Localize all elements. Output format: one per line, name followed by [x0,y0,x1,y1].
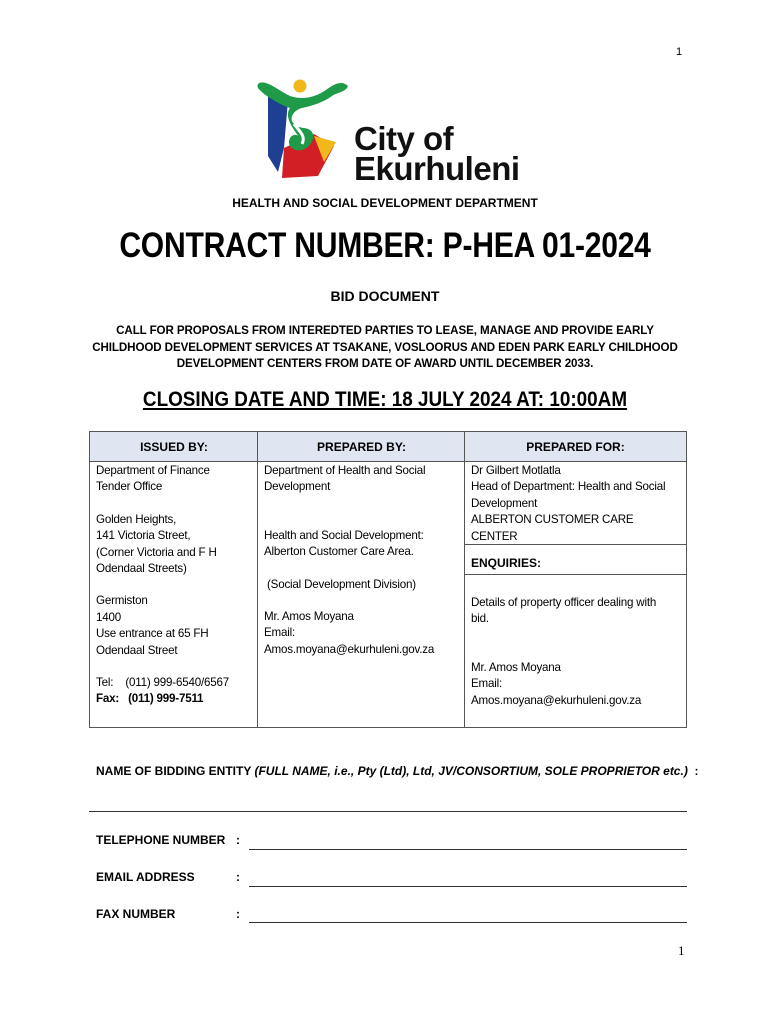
email-colon: : [236,870,240,884]
bidding-entity-colon: : [687,764,699,778]
prepared-for-line: Dr Gilbert Motlatla [471,464,561,477]
table-divider [464,432,465,727]
prepared-by-line: Department of Health and Social [264,464,426,477]
header-issued-by: ISSUED BY: [90,432,258,462]
issued-by-line: Germiston [96,594,148,608]
bidding-entity-label [96,764,698,778]
page-number-bottom: 1 [678,943,685,958]
call-for-proposals-text [90,323,680,373]
prepared-for-line: Head of Department: Health and Social [471,480,666,494]
call-line: CALL FOR PROPOSALS FROM INTEREDTED PARTIES TO LEASE, MANAGE AND PROVIDE EARLY [116,324,654,337]
page-number-top: 1 [676,46,683,58]
ekurhuleni-emblem-icon [254,76,354,186]
telephone-colon: : [236,833,240,847]
enquiries-line: Mr. Amos Moyana [471,660,561,674]
bid-document-heading: BID DOCUMENT [330,288,440,304]
logo-text-line1: City of [354,120,454,157]
enquiries-email[interactable]: Amos.moyana@ekurhuleni.gov.za [471,693,642,707]
fax-input-line[interactable] [249,922,687,923]
prepared-for-line: CENTER [471,529,518,543]
prepared-by-line: Mr. Amos Moyana [264,610,354,624]
bidding-entity-input-line[interactable] [89,811,687,812]
prepared-by-email[interactable]: Amos.moyana@ekurhuleni.gov.za [264,642,435,656]
telephone-input-line[interactable] [249,849,687,850]
issued-by-line: Odendaal Street [96,643,178,657]
prepared-by-line: Email: [264,626,296,640]
closing-date-heading: CLOSING DATE AND TIME: 18 JULY 2024 AT: 10:00AM [142,388,628,411]
bidding-entity-text: NAME OF BIDDING ENTITY [96,764,255,778]
header-prepared-for: PREPARED FOR: [465,432,686,462]
contact-details-table [89,431,687,728]
email-input-line[interactable] [249,886,687,887]
table-divider [465,574,686,575]
prepared-by-line: Alberton Customer Care Area. [264,545,414,559]
enquiries-heading: ENQUIRIES: [471,556,542,570]
issued-by-line: (Corner Victoria and F H [96,545,217,559]
enquiries-line: Email: [471,677,503,691]
city-of-ekurhuleni-logo [254,76,534,186]
logo-text-line2: Ekurhuleni [354,150,520,187]
table-divider [465,544,686,545]
call-line: DEVELOPMENT CENTERS FROM DATE OF AWARD UNTIL DECEMBER 2033. [176,357,594,370]
contract-number-title: CONTRACT NUMBER: P-HEA 01-2024 [119,226,651,265]
fax-label: FAX NUMBER [96,907,176,921]
issued-by-telephone: Tel: (011) 999-6540/6567 [96,676,229,690]
telephone-label: TELEPHONE NUMBER [96,833,226,847]
department-heading: HEALTH AND SOCIAL DEVELOPMENT DEPARTMENT [232,196,538,210]
prepared-by-cell [264,463,434,658]
issued-by-line: Golden Heights, [96,512,177,526]
enquiries-line: bid. [471,612,489,626]
issued-by-cell [96,463,229,708]
issued-by-fax: Fax: (011) 999-7511 [96,692,204,706]
prepared-by-line: Health and Social Development: [264,528,424,542]
issued-by-line: Use entrance at 65 FH [96,627,209,641]
enquiries-line: Details of property officer dealing with [471,596,657,609]
header-prepared-by: PREPARED BY: [258,432,465,462]
issued-by-line: 1400 [96,610,121,624]
table-divider [257,432,258,727]
issued-by-line: Department of Finance [96,464,210,477]
issued-by-line: 141 Victoria Street, [96,529,191,543]
enquiries-cell [471,595,656,709]
fax-colon: : [236,907,240,921]
prepared-by-line: Development [264,480,331,494]
call-line: CHILDHOOD DEVELOPMENT SERVICES AT TSAKANE, VOSLOORUS AND EDEN PARK EARLY CHILDHOOD [92,340,678,354]
prepared-by-line: (Social Development Division) [264,577,416,591]
bidding-entity-hint: (FULL NAME, i.e., Pty (Ltd), Ltd, JV/CONSORTIUM, SOLE PROPRIETOR etc.) [254,764,688,778]
issued-by-line: Odendaal Streets) [96,562,187,576]
prepared-for-line: Development [471,496,538,510]
email-label: EMAIL ADDRESS [96,870,195,884]
prepared-for-cell [471,463,665,545]
prepared-for-line: ALBERTON CUSTOMER CARE [471,513,634,527]
issued-by-line: Tender Office [96,480,163,494]
